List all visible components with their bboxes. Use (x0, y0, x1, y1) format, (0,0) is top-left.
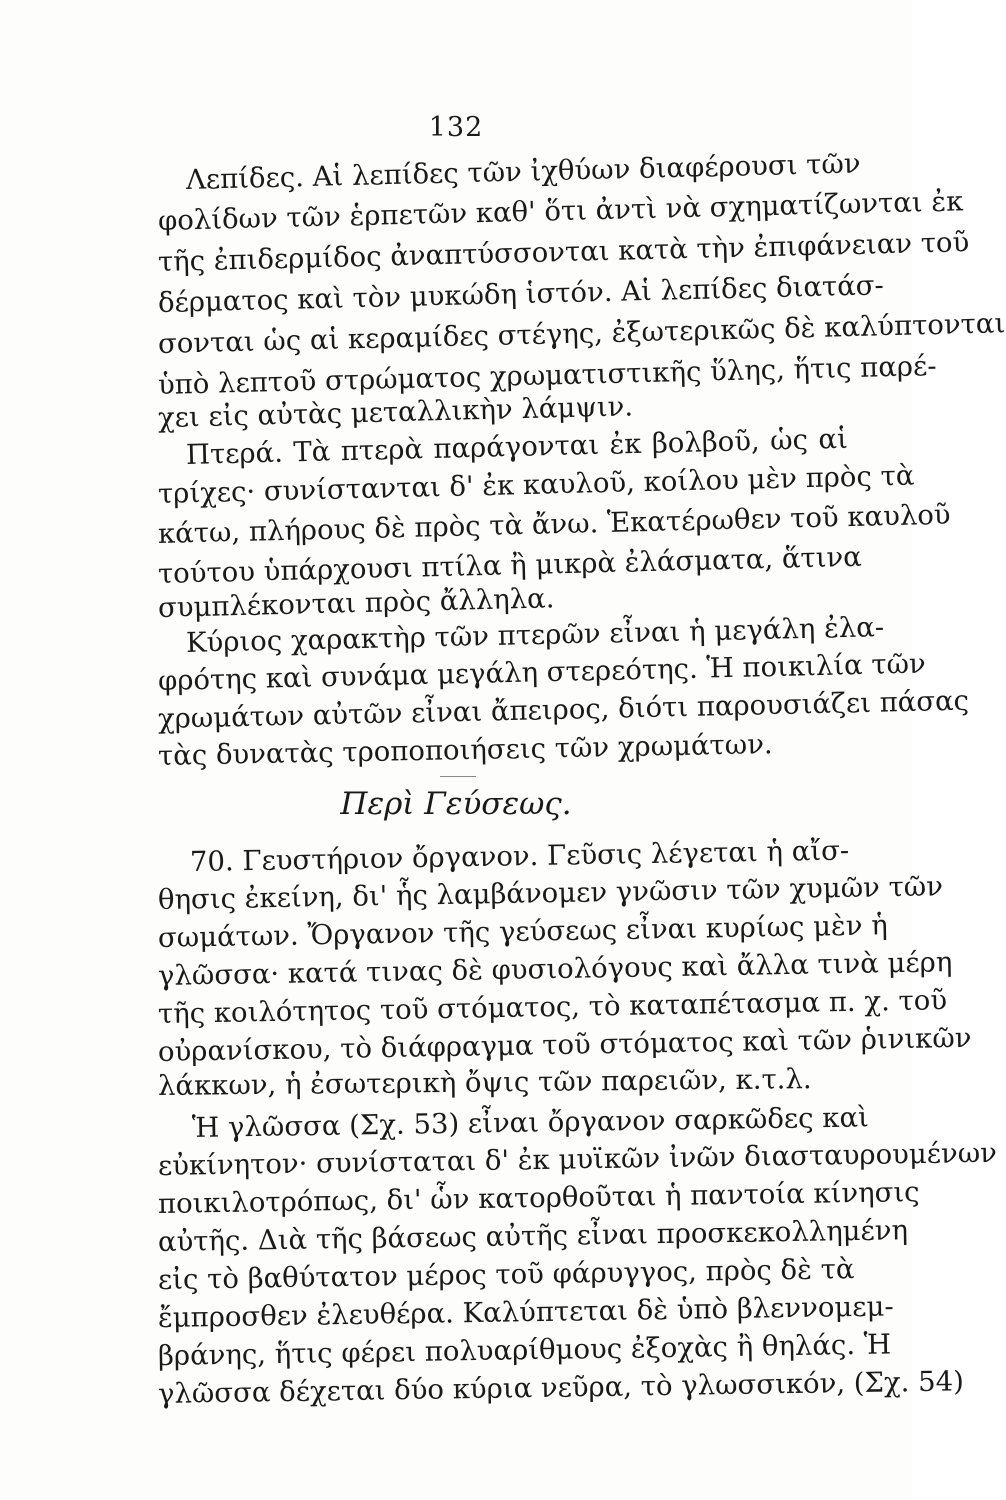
text-line: εὐκίνητον· συνίσταται δ' ἐκ μυϊκῶν ἰνῶν διασταυρουμένων (157, 1136, 998, 1182)
text-line: βράνης, ἥτις φέρει πολυαρίθμους ἐξοχὰς ἢ θηλάς. Ἡ (157, 1328, 892, 1372)
text-line: εἰς τὸ βαθύτατον μέρος τοῦ φάρυγγος, πρὸς δὲ τὰ (157, 1253, 855, 1296)
text-line: σωμάτων. Ὄργανον τῆς γεύσεως εἶναι κυρίως μὲν ἡ (157, 909, 888, 954)
text-line: φρότης καὶ συνάμα μεγάλη στερεότης. Ἡ ποικιλία τῶν (157, 647, 927, 697)
text-line: αὐτῆς. Διὰ τῆς βάσεως αὐτῆς εἶναι προσκεκολλημένη (157, 1214, 909, 1258)
section-heading: Περὶ Γεύσεως. (340, 786, 572, 822)
text-line: Κύριος χαρακτὴρ τῶν πτερῶν εἶναι ἡ μεγάλη ἐλα- (185, 611, 885, 659)
text-line: θησις ἐκείνη, δι' ἧς λαμβάνομεν γνῶσιν τῶν χυμῶν τῶν (157, 870, 944, 916)
heading-rule (440, 776, 476, 777)
text-line: ποικιλοτρόπως, δι' ὧν κατορθοῦται ἡ παντοία κίνησις (157, 1176, 920, 1220)
text-line: χει εἰς αὐτὰς μεταλλικὴν λάμψιν. (157, 390, 634, 434)
text-line: φολίδων τῶν ἑρπετῶν καθ' ὅτι ἀντὶ νὰ σχηματίζωνται ἐκ (157, 185, 964, 237)
text-line: τρίχες· συνίστανται δ' ἐκ καυλοῦ, κοίλου μὲν πρὸς τὰ (157, 459, 915, 510)
text-line: ὑπὸ λεπτοῦ στρώματος χρωματιστικῆς ὕλης, ἥτις παρέ- (157, 349, 937, 401)
text-line: Πτερά. Τὰ πτερὰ παράγονται ἐκ βολβοῦ, ὡς αἱ (185, 422, 849, 471)
text-line: Ἡ γλῶσσα (Σχ. 53) εἶναι ὄργανον σαρκῶδες καὶ (191, 1101, 870, 1144)
text-line: κάτω, πλήρους δὲ πρὸς τὰ ἄνω. Ἑκατέρωθεν τοῦ καυλοῦ (157, 498, 951, 550)
text-line: συμπλέκονται πρὸς ἄλληλα. (157, 582, 555, 624)
text-line: σονται ὡς αἱ κεραμίδες στέγης, ἐξωτερικῶς δὲ καλύπτονται (157, 307, 1006, 360)
text-line: χρωμάτων αὐτῶν εἶναι ἄπειρος, διότι παρουσιάζει πάσας (157, 684, 970, 735)
text-line: τῆς ἐπιδερμίδος ἀναπτύσσονται κατὰ τὴν ἐπιφάνειαν τοῦ (157, 226, 970, 278)
text-line: τὰς δυνατὰς τροποποιήσεις τῶν χρωμάτων. (157, 728, 773, 772)
text-line: ἔμπροσθεν ἐλευθέρα. Καλύπτεται δὲ ὑπὸ βλεννομεμ- (157, 1290, 894, 1334)
text-line: γλῶσσα· κατά τινας δὲ φυσιολόγους καὶ ἄλλα τινὰ μέρη (157, 946, 953, 992)
text-line: γλῶσσα δέχεται δύο κύρια νεῦρα, τὸ γλωσσικόν, (Σχ. 54) (157, 1365, 965, 1410)
text-line: δέρματος καὶ τὸν μυκώδη ἱστόν. Αἱ λεπίδες διατάσ- (157, 269, 885, 319)
text-line: 70. Γευστήριον ὄργανον. Γεῦσις λέγεται ἡ αἴσ- (189, 834, 850, 878)
text-line: οὐρανίσκου, τὸ διάφραγμα τοῦ στόματος καὶ τῶν ῥινικῶν (157, 1021, 972, 1068)
page-number: 132 (428, 112, 484, 143)
text-line: Λεπίδες. Αἱ λεπίδες τῶν ἰχθύων διαφέρουσι τῶν (185, 147, 861, 196)
text-line: τούτου ὑπάρχουσι πτίλα ἢ μικρὰ ἐλάσματα, ἅτινα (157, 540, 863, 590)
text-line: λάκκων, ἡ ἐσωτερικὴ ὄψις τῶν παρειῶν, κ.τ.λ. (157, 1063, 812, 1102)
text-line: τῆς κοιλότητος τοῦ στόματος, τὸ καταπέτασμα π. χ. τοῦ (157, 984, 948, 1030)
